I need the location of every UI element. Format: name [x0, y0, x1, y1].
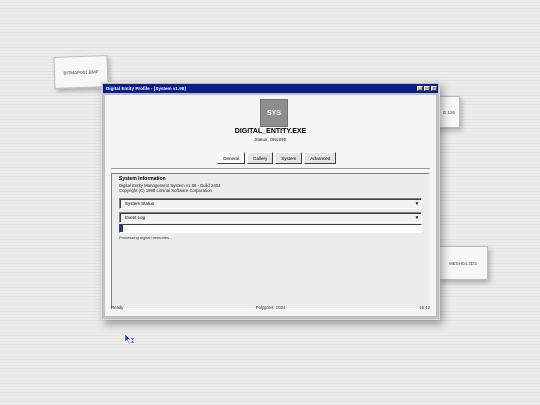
status-polygons: Polygons: 1024 — [255, 305, 286, 310]
window-title: Digital Entity Profile - [System v1.98] — [106, 86, 186, 91]
status-text: Status: ONLINE — [254, 137, 287, 142]
chevron-down-icon[interactable]: ▼ — [414, 201, 420, 206]
dropdown-label: System Status — [125, 201, 155, 206]
tab-bar — [217, 152, 336, 164]
section-title: System Information — [119, 176, 166, 182]
desktop-paper-mesh[interactable] — [438, 246, 488, 280]
divider — [111, 168, 430, 170]
copyright-text: Copyright (C) 1998 Liminal Software Corporation — [119, 188, 212, 193]
paper-label: E 126 — [443, 109, 455, 115]
paper-label: BITMAP001.BMP — [63, 68, 99, 76]
system-status-dropdown[interactable] — [119, 198, 422, 209]
progress-text: Processing digital memories... — [119, 235, 173, 240]
title-bar[interactable] — [103, 84, 438, 93]
logo-text: SYS — [266, 109, 281, 117]
close-button[interactable]: × — [432, 86, 436, 90]
tab-advanced[interactable]: Advanced — [304, 152, 336, 164]
dropdown-label: Event Log — [125, 215, 146, 220]
hourglass-arrow-cursor-icon — [124, 333, 136, 345]
version-text: Digital Entity Management System v1.98 - Build 2404 — [119, 183, 221, 188]
system-logo-icon — [260, 99, 288, 127]
window-content — [105, 95, 436, 316]
progress-fill — [120, 225, 123, 232]
tab-general[interactable]: General — [217, 152, 245, 164]
chevron-down-icon[interactable]: ▼ — [414, 215, 420, 220]
minimize-button[interactable]: _ — [417, 86, 423, 91]
paper-label: MESH04.3DS — [448, 260, 477, 266]
event-log-dropdown[interactable] — [119, 212, 422, 223]
tab-gallery[interactable]: Gallery — [247, 152, 273, 164]
tab-system[interactable]: System — [275, 152, 302, 164]
system-info-panel — [111, 173, 430, 309]
profile-window — [101, 82, 440, 320]
progress-bar — [119, 224, 422, 233]
exe-name: DIGITAL_ENTITY.EXE — [234, 128, 307, 135]
status-bar — [111, 303, 430, 312]
status-ready: Ready — [111, 305, 124, 310]
status-clock: 15:42 — [419, 305, 430, 310]
maximize-button[interactable]: □ — [425, 86, 429, 90]
